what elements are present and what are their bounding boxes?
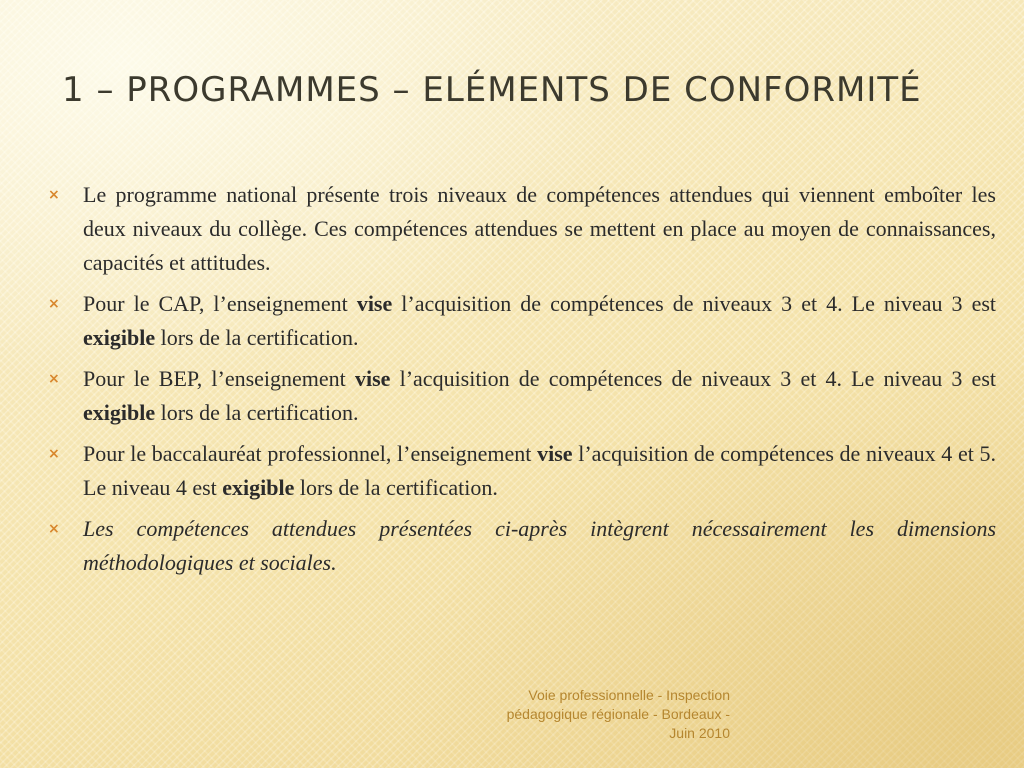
bullet-text-segment: Pour le CAP, l’enseignement (83, 291, 357, 316)
footer-line: Juin 2010 (669, 725, 730, 741)
bullet-emphasis: exigible (222, 475, 295, 500)
bullet-text (83, 287, 996, 355)
bullet-text (83, 437, 996, 505)
bullet-text-segment: lors de la certification. (155, 400, 359, 425)
bullet-text-segment: lors de la certification. (294, 475, 498, 500)
bullet-item (48, 362, 996, 430)
bullet-text (83, 362, 996, 430)
footer-line: pédagogique régionale - Bordeaux - (506, 706, 730, 722)
bullet-text-segment: lors de la certification. (155, 325, 359, 350)
bullet-text (83, 512, 996, 580)
bullet-text-segment: Les compétences attendues présentées ci-après intègrent nécessairement les dimensions méthodologiques et sociales. (83, 516, 996, 575)
bullet-text-segment: l’acquisition de compétences de niveaux 4 et 5. Le niveau 4 est (83, 441, 996, 500)
bullet-item (48, 512, 996, 580)
footer-line: Voie professionnelle - Inspection (528, 687, 730, 703)
slide-footer (430, 686, 730, 743)
bullet-cross-icon: × (48, 296, 60, 312)
bullet-text-segment: l’acquisition de compétences de niveaux 3 et 4. Le niveau 3 est (392, 291, 997, 316)
bullet-emphasis: vise (356, 291, 393, 316)
bullet-cross-icon: × (48, 187, 60, 203)
bullet-cross-icon: × (48, 446, 60, 462)
bullet-cross-icon: × (48, 371, 60, 387)
bullet-emphasis: exigible (83, 400, 156, 425)
bullet-list (48, 178, 996, 587)
slide-title: 1 – PROGRAMMES – ELÉMENTS DE CONFORMITÉ (62, 70, 922, 110)
bullet-text (83, 178, 996, 280)
bullet-emphasis: vise (537, 441, 573, 466)
bullet-item (48, 287, 996, 355)
bullet-text-segment: Pour le baccalauréat professionnel, l’enseignement (83, 441, 538, 466)
bullet-text-segment: l’acquisition de compétences de niveaux 3 et 4. Le niveau 3 est (390, 366, 996, 391)
bullet-emphasis: vise (354, 366, 391, 391)
bullet-text-segment: Le programme national présente trois niveaux de compétences attendues qui viennent emboîter les deux niveaux du collège. Ces compétences attendues se mettent en place au moyen de connaissances, capacités et attitudes. (83, 182, 996, 275)
bullet-text-segment: Pour le BEP, l’enseignement (83, 366, 355, 391)
bullet-cross-icon: × (48, 521, 60, 537)
bullet-item (48, 178, 996, 280)
bullet-item (48, 437, 996, 505)
bullet-emphasis: exigible (83, 325, 156, 350)
